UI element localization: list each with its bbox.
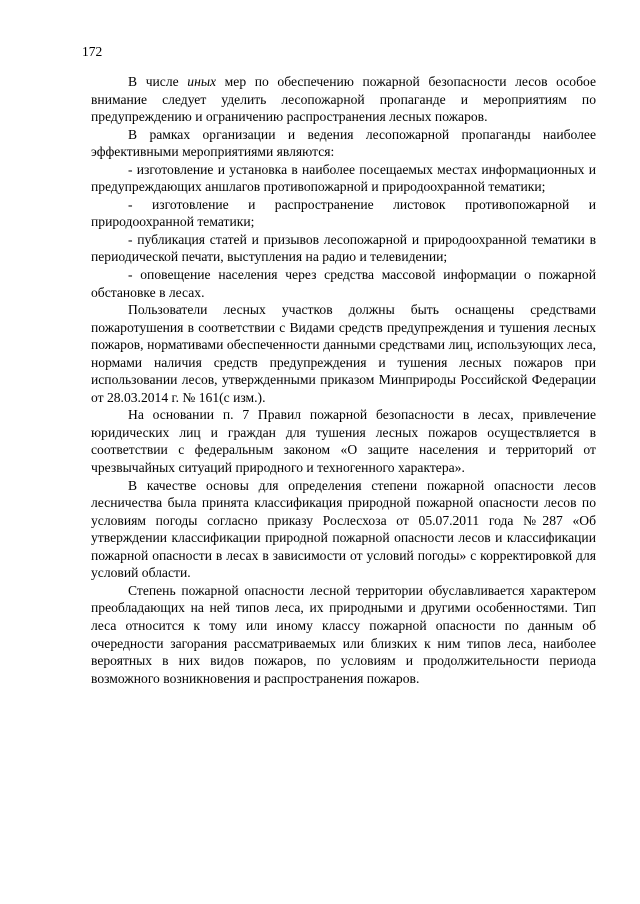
paragraph-other-measures xyxy=(91,73,596,126)
paragraph-forest-users-equipment: Пользователи лесных участков должны быть оснащены средствами пожаротушения в соответствии с Видами средств предупреждения и тушения лесных пожаров, нормативами обеспеченности данными средствами лиц, использующих леса, нормами наличия средств предупреждения и тушения лесных пожаров при использовании лесов, утвержденными приказом Минприроды Российской Федерации от 28.03.2014 г. № 161(с изм.). xyxy=(91,302,596,405)
body-text xyxy=(91,73,596,687)
list-item-notification: - оповещение населения через средства массовой информации о пожарной обстановке в лесах. xyxy=(91,267,596,300)
list-item-signs: - изготовление и установка в наиболее посещаемых местах информационных и предупреждающих аншлагов противопожарной и природоохранной тематики; xyxy=(91,161,596,195)
page-number: 172 xyxy=(82,44,103,59)
paragraph-legal-basis: На основании п. 7 Правил пожарной безопасности в лесах, привлечение юридических лиц и граждан для тушения лесных пожаров осуществляется в соответствии с федеральным законом «О защите населения и территорий от чрезвычайных ситуаций природного и техногенного характера». xyxy=(91,407,596,476)
paragraph-classification: В качестве основы для определения степени пожарной опасности лесов лесничества была принята классификация природной пожарной опасности лесов по условиям погоды согласно приказу Рослесхоза от 05.07.2011 года №287 «Об утверждении классификации природной пожарной опасности лесов и классификации пожарной опасности в лесах в зависимости от условий погоды» с корректировкой для условий области. xyxy=(91,477,596,581)
paragraph-propaganda-intro: В рамках организации и ведения лесопожарной пропаганды наиболее эффективными мероприятиями являются: xyxy=(91,126,596,160)
paragraph-fire-danger-degree: Степень пожарной опасности лесной территории обуславливается характером преобладающих на ней типов леса, их природными и другими особенностями. Тип леса относится к тому или иному классу пожарной опасности по данным об очередности загорания рассматриваемых или близких к ним типов леса, наиболее вероятных в них видов пожаров, по условиям и продолжительности периода возможного возникновения и распространения пожаров. xyxy=(91,582,596,686)
list-item-publications: - публикация статей и призывов лесопожарной и природоохранной тематики в периодической печати, выступления на радио и телевидении; xyxy=(91,231,596,265)
paragraph-text: В числе xyxy=(128,74,188,89)
list-item-leaflets: - изготовление и распространение листовок противопожарной и природоохранной тематики; xyxy=(91,196,596,230)
italic-word: иных xyxy=(187,74,217,89)
paragraph-text: мер по обеспечению пожарной безопасности лесов особое внимание следует уделить лесопожарной пропаганде и мероприятиям по предупреждению и ограничению распространения лесных пожаров. xyxy=(91,74,597,125)
